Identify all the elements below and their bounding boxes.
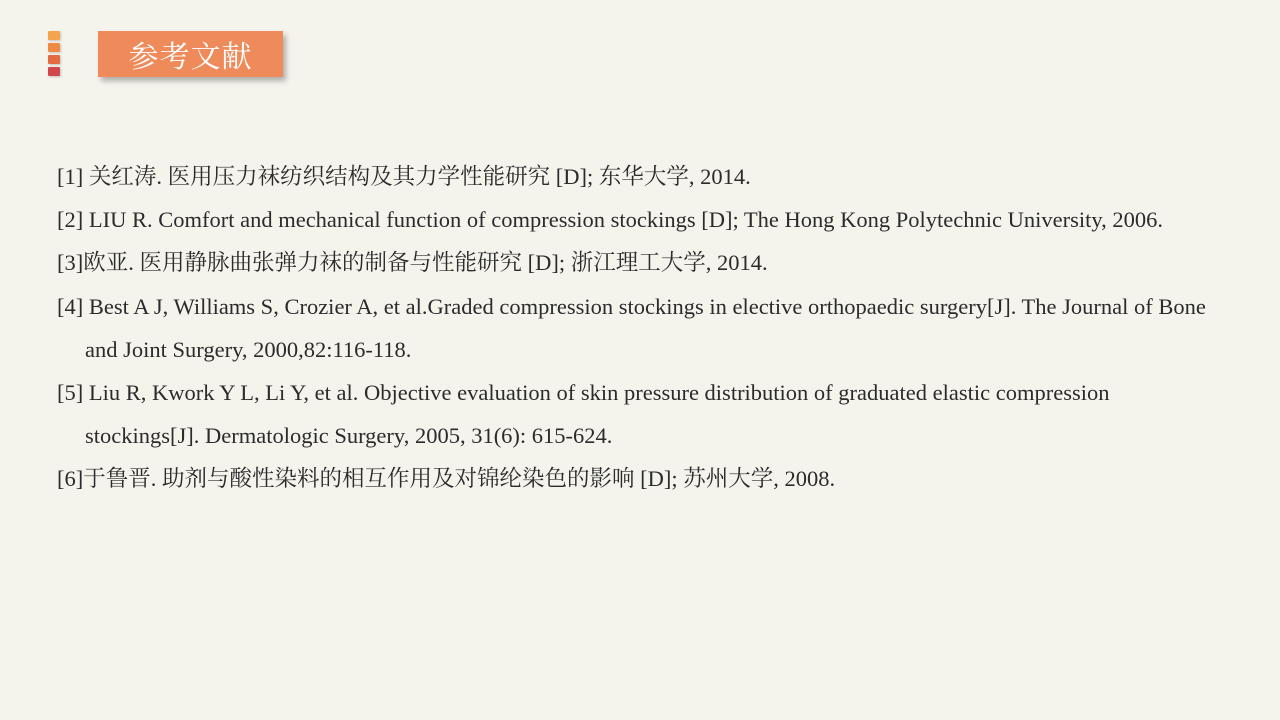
reference-item-5: [5] Liu R, Kwork Y L, Li Y, et al. Objective evaluation of skin pressure distribution of graduated elastic compression stockings[J]. Dermatologic Surgery, 2005, 31(6): 615-624. <box>57 380 1110 449</box>
decorative-bars <box>48 31 60 77</box>
reference-item-4: [4] Best A J, Williams S, Crozier A, et al.Graded compression stockings in elective orthopaedic surgery[J]. The Journal of Bone and Joint Surgery, 2000,82:116-118. <box>57 293 1206 362</box>
reference-item-3: [3]欧亚. 医用静脉曲张弹力袜的制备与性能研究 [D]; 浙江理工大学, 2014. <box>57 250 768 276</box>
deco-bar-1 <box>48 31 60 40</box>
deco-bar-4 <box>48 67 60 76</box>
reference-item-1: [1] 关红涛. 医用压力袜纺织结构及其力学性能研究 [D]; 东华大学, 2014. <box>57 164 751 189</box>
page-title: 参考文献 <box>98 31 283 77</box>
reference-item-2: [2] LIU R. Comfort and mechanical function of compression stockings [D]; The Hong Kong Polytechnic University, 2006. <box>57 207 1164 233</box>
reference-list <box>57 155 1217 501</box>
deco-bar-2 <box>48 43 60 52</box>
reference-item-6: [6]于鲁晋. 助剂与酸性染料的相互作用及对锦纶染色的影响 [D]; 苏州大学, 2008. <box>57 466 836 492</box>
deco-bar-3 <box>48 55 60 64</box>
